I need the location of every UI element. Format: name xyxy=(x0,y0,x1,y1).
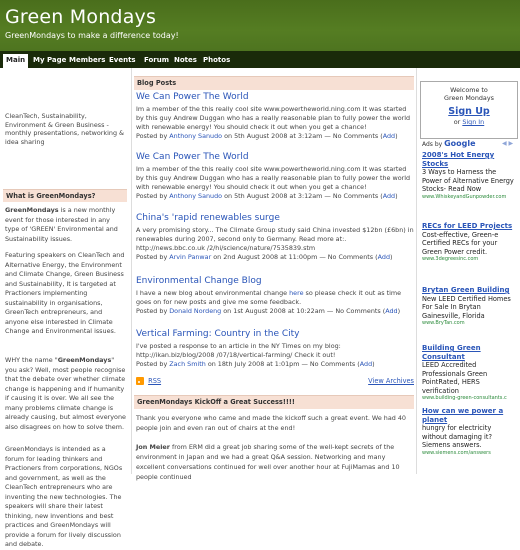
post-meta xyxy=(136,132,414,141)
site-header xyxy=(0,0,520,51)
ads-by-google[interactable] xyxy=(422,139,476,148)
tab-my-page[interactable]: My Page xyxy=(33,56,67,64)
rss-link[interactable]: RSS xyxy=(148,377,162,385)
post-author-link[interactable]: Zach Smith xyxy=(169,360,206,368)
post-body-b: so please check it out as time goes on for new posts and give me some feedback. xyxy=(136,289,402,306)
tab-events[interactable]: Events xyxy=(109,56,136,64)
post-meta-close: ) xyxy=(395,132,398,140)
blog-column xyxy=(131,68,416,481)
welcome-site-name: Green Mondays xyxy=(444,94,494,102)
ad-title-link[interactable]: How can we power a planet xyxy=(422,407,504,424)
ad-url[interactable]: www.WhiskeyandGunpowder.com xyxy=(422,193,507,200)
google-logo: Google xyxy=(444,139,476,148)
post-meta xyxy=(136,192,414,201)
blog-posts-heading: Blog Posts xyxy=(134,76,414,90)
what-is-heading: What is GreenMondays? xyxy=(3,189,127,202)
sign-in-link[interactable]: Sign In xyxy=(462,118,485,126)
post-title-link[interactable]: We Can Power The World xyxy=(136,152,249,162)
post-meta-by: Posted by xyxy=(136,253,170,261)
post-body-a: I have a new blog about environmental change xyxy=(136,289,290,297)
blog-post xyxy=(136,276,414,316)
tab-members[interactable]: Members xyxy=(69,56,106,64)
ad-text: hungry for electricity without damaging it? Siemens answers. xyxy=(422,424,492,449)
tab-forum[interactable]: Forum xyxy=(144,56,170,64)
post-title-link[interactable]: Vertical Farming: Country in the City xyxy=(136,329,300,339)
tab-photos[interactable]: Photos xyxy=(203,56,231,64)
ad-text: 3 Ways to Harness the Power of Alternative Energy Stocks- Read Now xyxy=(422,168,514,193)
site-title[interactable]: Green Mondays xyxy=(5,6,157,28)
left-column xyxy=(0,68,131,548)
add-comment-link[interactable]: Add xyxy=(385,307,398,315)
post-body: A very promising story... The Climate Group study said China invested $12bn (£6bn) in renewables during 2007, second only to Germany. Read more at:. http://news.bbc.co.uk /2/hi/science/nature/7535839.stm xyxy=(136,226,414,252)
kickoff-speaker-name: Jon Meier xyxy=(136,443,170,451)
post-meta xyxy=(136,307,414,316)
about-paragraph-1 xyxy=(5,206,126,244)
welcome-box xyxy=(420,81,518,139)
add-comment-link[interactable]: Add xyxy=(359,360,373,368)
ad-url[interactable]: www.siemens.com/answers xyxy=(422,449,491,456)
kickoff-para2-text: from ERM did a great job sharing some of the well-kept secrets of the environment in Japan and we had a great Q&A session. Networking and many excellent conversations continued for well over another hour at FujiMamas and 10 people continued xyxy=(136,443,400,481)
post-meta-by: Posted by xyxy=(136,132,170,140)
ad-unit xyxy=(422,151,518,201)
welcome-text xyxy=(421,86,517,102)
main-nav xyxy=(0,51,520,68)
tab-main[interactable]: Main xyxy=(3,54,28,68)
ad-text: LEED Accredited Professionals Green PointRated, HERS verification xyxy=(422,361,488,395)
or-text: or xyxy=(453,118,463,126)
ad-url[interactable]: www.building-green-consultants.c xyxy=(422,395,507,401)
ads-by-label: Ads by xyxy=(422,141,445,148)
add-comment-link[interactable]: Add xyxy=(377,253,391,261)
ad-text: Cost-effective, Green-e Certified RECs for your Green Power credit. xyxy=(422,230,499,256)
post-meta-by: Posted by xyxy=(136,360,170,368)
site-description: CleanTech, Sustainability, Environment & Green Business - monthly presentations, networking & idea sharing xyxy=(5,112,125,146)
ad-unit xyxy=(422,222,518,263)
blog-post xyxy=(136,213,414,262)
blog-post xyxy=(136,92,414,141)
post-title-link[interactable]: We Can Power The World xyxy=(136,92,249,102)
post-body: Im a member of the this really cool site www.powertheworld.ning.com It was started by this guy Andrew Duggan who has a really reasonable plan to fully power the world with renewable energy! You should check it out when you get a chance! xyxy=(136,165,411,191)
post-meta-date: on 5th August 2008 at 3:12am — No Comments ( xyxy=(222,192,383,200)
rss-row xyxy=(136,377,414,387)
ad-nav-arrows-icon[interactable]: ◀ ▶ xyxy=(502,140,514,147)
about-bold-name: GreenMondays xyxy=(5,206,59,214)
blog-post xyxy=(136,152,414,201)
right-sidebar xyxy=(416,68,520,474)
ad-text: New LEED Certified Homes For Sale In Brytan Gainesville, Florida xyxy=(422,294,511,320)
post-body xyxy=(136,289,414,307)
kickoff-heading: GreenMondays KickOff a Great Success!!!! xyxy=(134,395,414,409)
post-meta-date: on 5th August 2008 at 3:12am — No Comments ( xyxy=(222,132,383,140)
post-meta-date: on 1st August 2008 at 10:22am — No Comments ( xyxy=(221,307,386,315)
ad-unit xyxy=(422,286,518,327)
ad-title-link[interactable]: Building Green Consultant xyxy=(422,344,481,361)
post-title-link[interactable]: China's 'rapid renewables surge xyxy=(136,213,280,223)
add-comment-link[interactable]: Add xyxy=(382,132,396,140)
about-paragraph-4: GreenMondays is intended as a forum for leading thinkers and Practioners from corporations, NGOs and government, as well as the CleanTech entrepreneurs who are inventing the new technologies. The speakers will share their latest thinking, new inventions and best practices and GreenMondays will provide a forum for lively discussion and debate. xyxy=(5,445,123,548)
post-meta xyxy=(136,253,414,262)
welcome-label: Welcome to xyxy=(450,86,488,94)
post-author-link[interactable]: Anthony Sanudo xyxy=(169,132,223,140)
kickoff-paragraph-2 xyxy=(136,442,412,482)
post-meta-close: ) xyxy=(397,307,401,315)
post-meta-date: on 18th July 2008 at 1:01pm — No Comments ( xyxy=(205,360,360,368)
post-meta-close: ) xyxy=(395,192,398,200)
post-meta-close: ) xyxy=(372,360,375,368)
post-author-link[interactable]: Donald Nordeng xyxy=(169,307,222,315)
ad-title-link[interactable]: 2008's Hot Energy Stocks xyxy=(422,151,495,168)
post-body: Im a member of the this really cool site www.powertheworld.ning.com It was started by this guy Andrew Duggan who has a really reasonable plan to fully power the world with renewable energy! You should check it out when you get a chance! xyxy=(136,105,411,131)
view-archives-link[interactable]: View Archives xyxy=(368,377,414,385)
ad-url[interactable]: www.BryTan.com xyxy=(422,320,465,326)
post-meta-by: Posted by xyxy=(136,192,170,200)
ad-title-link[interactable]: RECs for LEED Projects xyxy=(422,222,513,230)
about-para3-a: WHY the name " xyxy=(5,356,58,364)
about-paragraph-3 xyxy=(5,356,126,432)
blog-post xyxy=(136,329,414,369)
about-para3-bold: GreenMondays xyxy=(57,356,112,364)
tab-notes[interactable]: Notes xyxy=(174,56,197,64)
post-meta-by: Posted by xyxy=(136,307,170,315)
post-author-link[interactable]: Arvin Panwar xyxy=(169,253,212,261)
about-para3-b: " you ask? Well, most people recognise that the debate over whether climate change is happening and if humanity if causing it is over. We all see the many problems climate change is already causing, but almost everyone also disagrees on how to solve them. xyxy=(5,356,126,431)
about-paragraph-2: Featuring speakers on CleanTech and Alternative Energy, the Environment and Climate Change, Green Business and Sustainability, It is targeted at Practioners implementing sustainability in organisations, GreenTech entrepreneurs, and anyone else interested in Climate Change and Environmental issues. xyxy=(5,251,125,335)
sign-up-link[interactable]: Sign Up xyxy=(448,106,490,117)
kickoff-paragraph-1: Thank you everyone who came and made the kickoff such a great event. We had 40 people join and even ran out of chairs at the end! xyxy=(136,414,406,432)
ad-url[interactable]: www.3degreesinc.com xyxy=(422,256,479,262)
sign-in-line xyxy=(421,118,517,126)
post-body: I've posted a response to an article in the NY Times on my blog: http://ikan.biz/blog/2008 /07/18/vertical-farming/ Check it out! xyxy=(136,342,341,359)
add-comment-link[interactable]: Add xyxy=(382,192,396,200)
post-author-link[interactable]: Anthony Sanudo xyxy=(169,192,223,200)
post-meta-date: on 2nd August 2008 at 11:00pm — No Comments ( xyxy=(211,253,378,261)
rss-icon[interactable] xyxy=(136,377,144,385)
site-tagline: GreenMondays to make a difference today! xyxy=(5,31,179,40)
post-meta xyxy=(136,360,414,369)
about-para1-text: is a new monthly event for those interested in any type of 'GREEN' Environmental and Sustainability issues. xyxy=(5,206,118,243)
ad-title-link[interactable]: Brytan Green Building xyxy=(422,286,510,294)
blog-here-link[interactable]: here xyxy=(289,289,304,297)
post-meta-close: ) xyxy=(390,253,393,261)
ad-unit xyxy=(422,344,518,402)
post-title-link[interactable]: Environmental Change Blog xyxy=(136,276,262,286)
ad-unit xyxy=(422,407,518,457)
